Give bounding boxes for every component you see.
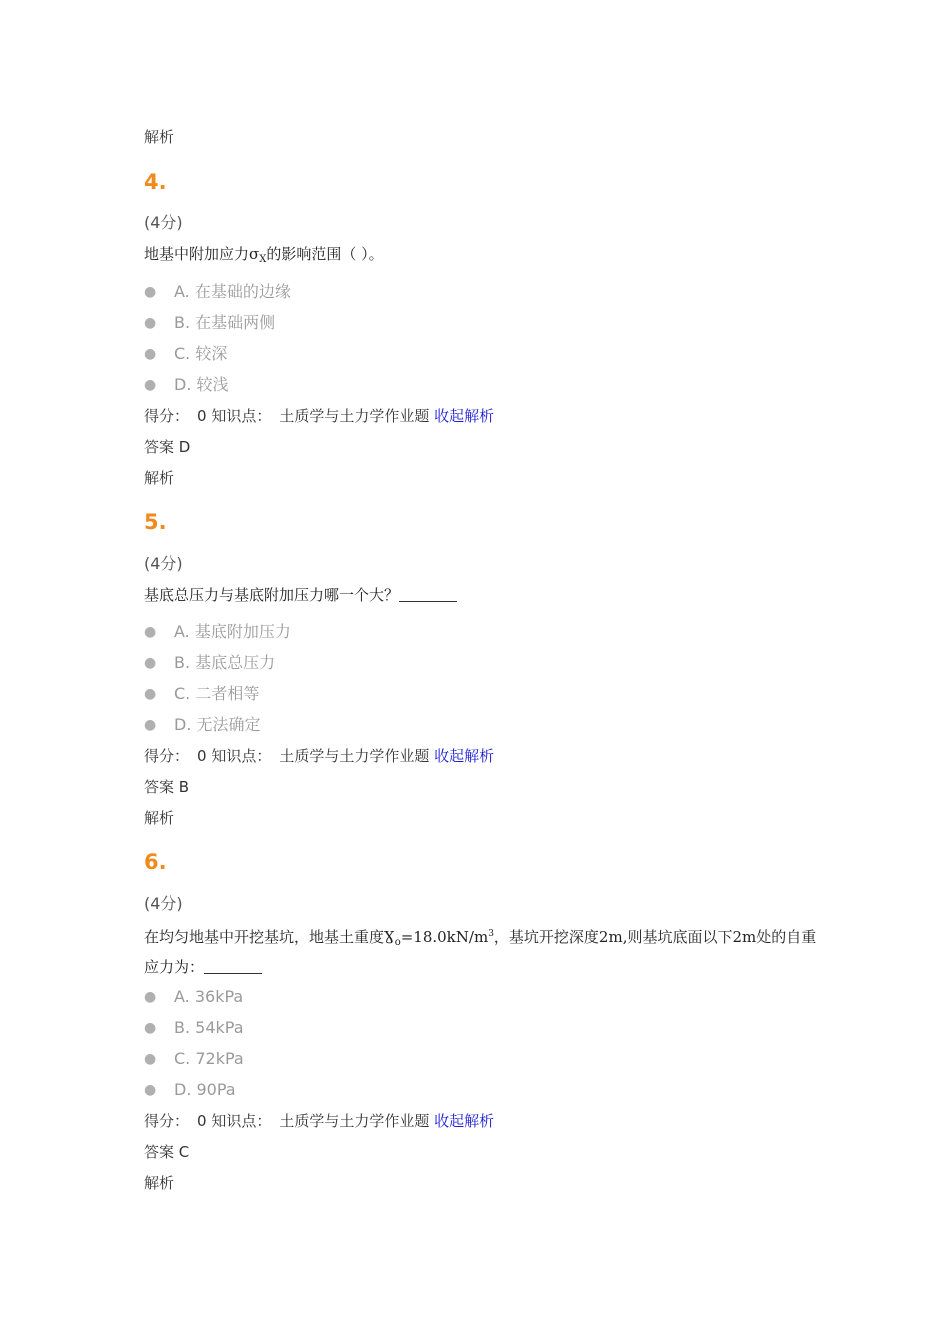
question-stem bbox=[144, 244, 384, 270]
bullet-icon: ● bbox=[144, 1020, 157, 1036]
question-points: (4分) bbox=[144, 894, 183, 913]
option-label: A. 36kPa bbox=[174, 987, 244, 1006]
answer-blank bbox=[204, 959, 262, 974]
question-points: (4分) bbox=[144, 213, 183, 232]
answer-blank bbox=[399, 587, 457, 602]
stem-text: 在均匀地基中开挖基坑，地基土重度Ɣ bbox=[144, 928, 395, 946]
collapse-analysis-link[interactable]: 收起解析 bbox=[434, 747, 495, 765]
bullet-icon: ● bbox=[144, 989, 157, 1005]
question-number: 5. bbox=[144, 510, 167, 534]
stem-subscript: X bbox=[259, 254, 267, 265]
bullet-icon: ● bbox=[144, 284, 157, 300]
question-stem bbox=[144, 922, 824, 979]
answer-text: 答案 D bbox=[144, 438, 191, 456]
answer-text: 答案 B bbox=[144, 778, 190, 796]
analysis-label: 解析 bbox=[144, 128, 175, 146]
option-label: D. 90Pa bbox=[174, 1080, 236, 1099]
score-row bbox=[144, 746, 494, 766]
score-value: 0 bbox=[197, 747, 207, 765]
stem-text: 地基中附加应力σ bbox=[144, 245, 260, 263]
option-label: C. 72kPa bbox=[174, 1049, 244, 1068]
bullet-icon: ● bbox=[144, 1082, 157, 1098]
collapse-analysis-link[interactable]: 收起解析 bbox=[434, 1112, 495, 1130]
option-label: D. 无法确定 bbox=[174, 715, 261, 734]
knowledge-label: 知识点： bbox=[211, 407, 272, 425]
option-label: C. 二者相等 bbox=[174, 684, 260, 703]
collapse-analysis-link[interactable]: 收起解析 bbox=[434, 407, 495, 425]
bullet-icon: ● bbox=[144, 624, 157, 640]
question-stem bbox=[144, 585, 457, 605]
analysis-label: 解析 bbox=[144, 1174, 175, 1192]
bullet-icon: ● bbox=[144, 717, 157, 733]
option-label: B. 54kPa bbox=[174, 1018, 244, 1037]
bullet-icon: ● bbox=[144, 686, 157, 702]
stem-superscript: 3 bbox=[488, 929, 494, 939]
knowledge-label: 知识点： bbox=[211, 1112, 272, 1130]
knowledge-value: 土质学与土力学作业题 bbox=[279, 747, 430, 765]
score-row bbox=[144, 406, 494, 426]
knowledge-label: 知识点： bbox=[211, 747, 272, 765]
analysis-label: 解析 bbox=[144, 469, 175, 487]
question-number: 6. bbox=[144, 850, 167, 874]
bullet-icon: ● bbox=[144, 377, 157, 393]
stem-text: =18.0kN/m bbox=[400, 928, 489, 946]
knowledge-value: 土质学与土力学作业题 bbox=[279, 1112, 430, 1130]
answer-text: 答案 C bbox=[144, 1143, 190, 1161]
bullet-icon: ● bbox=[144, 1051, 157, 1067]
bullet-icon: ● bbox=[144, 655, 157, 671]
stem-text: 基底总压力与基底附加压力哪一个大？ bbox=[144, 586, 400, 604]
score-label: 得分： bbox=[144, 747, 190, 765]
bullet-icon: ● bbox=[144, 346, 157, 362]
option-label: A. 在基础的边缘 bbox=[174, 282, 291, 301]
stem-text: 的影响范围（ ）。 bbox=[266, 245, 384, 263]
option-label: A. 基底附加压力 bbox=[174, 622, 291, 641]
option-label: B. 在基础两侧 bbox=[174, 313, 276, 332]
stem-text: ，基坑开挖深度2m,则基坑底面以下2m处的自重应力为： bbox=[144, 928, 817, 976]
score-label: 得分： bbox=[144, 407, 190, 425]
stem-subscript: o bbox=[394, 937, 401, 948]
analysis-label: 解析 bbox=[144, 809, 175, 827]
option-label: D. 较浅 bbox=[174, 375, 229, 394]
option-label: C. 较深 bbox=[174, 344, 228, 363]
score-row bbox=[144, 1111, 494, 1131]
knowledge-value: 土质学与土力学作业题 bbox=[279, 407, 430, 425]
option-label: B. 基底总压力 bbox=[174, 653, 276, 672]
bullet-icon: ● bbox=[144, 315, 157, 331]
question-number: 4. bbox=[144, 170, 167, 194]
score-label: 得分： bbox=[144, 1112, 190, 1130]
score-value: 0 bbox=[197, 1112, 207, 1130]
question-points: (4分) bbox=[144, 554, 183, 573]
score-value: 0 bbox=[197, 407, 207, 425]
